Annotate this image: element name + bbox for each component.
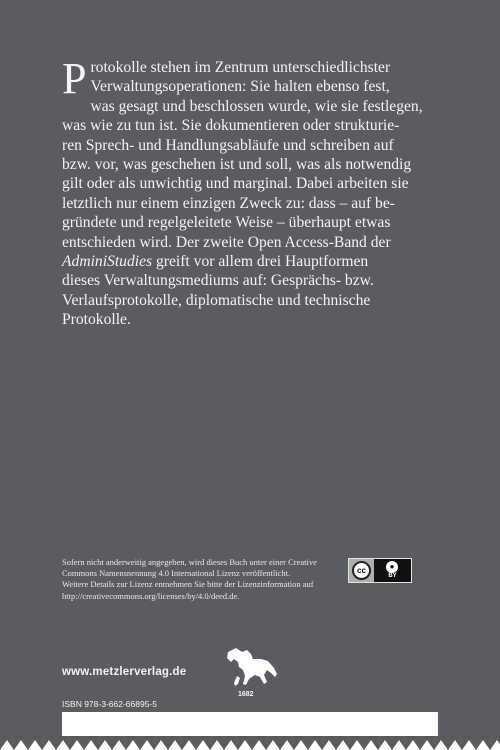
license-notice (62, 557, 350, 602)
blurb-line: rotokolle stehen im Zentrum unterschiedlichster (90, 59, 391, 76)
blurb-line: letztlich nur einem einzigen Zweck zu: dass – auf be- (62, 194, 395, 212)
blurb-line: was wie zu tun ist. Sie dokumentieren oder strukturie- (62, 117, 400, 135)
by-section (374, 559, 411, 582)
license-line: Sofern nicht anderweitig angegeben, wird dieses Buch unter einer Creative (62, 557, 317, 567)
blurb-line: was gesagt und beschlossen wurde, wie sie festlegen, (90, 97, 423, 115)
license-line: Weitere Details zur Lizenz entnehmen Sie bitte der Lizenzinformation auf (62, 579, 314, 590)
blurb-line: Protokolle. (62, 311, 131, 329)
blurb-line: gründete und regelgeleitete Weise – überhaupt etwas (62, 214, 391, 232)
license-link[interactable]: http://creativecommons.org/licenses/by/4.0/deed.de. (62, 590, 240, 601)
logo-year: 1682 (238, 691, 254, 698)
series-title: AdminiStudies (62, 253, 153, 271)
decorative-border (0, 736, 500, 750)
blurb-line: Verwaltungsoperationen: Sie halten ebenso fest, (90, 78, 390, 96)
blurb-line (62, 252, 422, 271)
back-cover-blurb (62, 54, 423, 330)
cc-by-license-badge (348, 558, 412, 583)
blurb-line-rest: greift vor allem drei Hauptformen (156, 253, 369, 271)
blurb-line: dieses Verwaltungsmediums auf: Gesprächs- bzw. (62, 272, 374, 290)
cc-icon: cc (352, 561, 371, 580)
publisher-website[interactable]: www.metzlerverlag.de (62, 666, 187, 678)
person-icon: ● (386, 561, 398, 573)
blurb-line: gilt oder als unwichtig und marginal. Dabei arbeiten sie (62, 175, 409, 193)
license-line: Commons Namensnennung 4.0 International Lizenz veröffentlicht. (62, 568, 291, 579)
isbn-label: ISBN 978-3-662-66895-5 (62, 699, 157, 709)
by-label: BY (388, 573, 397, 579)
blurb-line: ren Sprech- und Handlungsabläufe und schreiben auf (62, 136, 394, 154)
blurb-line: bzw. vor, was geschehen ist und soll, was als notwendig (62, 156, 412, 174)
blurb-line: Verlaufsprotokolle, diplomatische und technische (62, 291, 371, 309)
drop-cap: P (62, 54, 87, 103)
blurb-line: entschieden wird. Der zweite Open Access-Band der (62, 233, 391, 251)
